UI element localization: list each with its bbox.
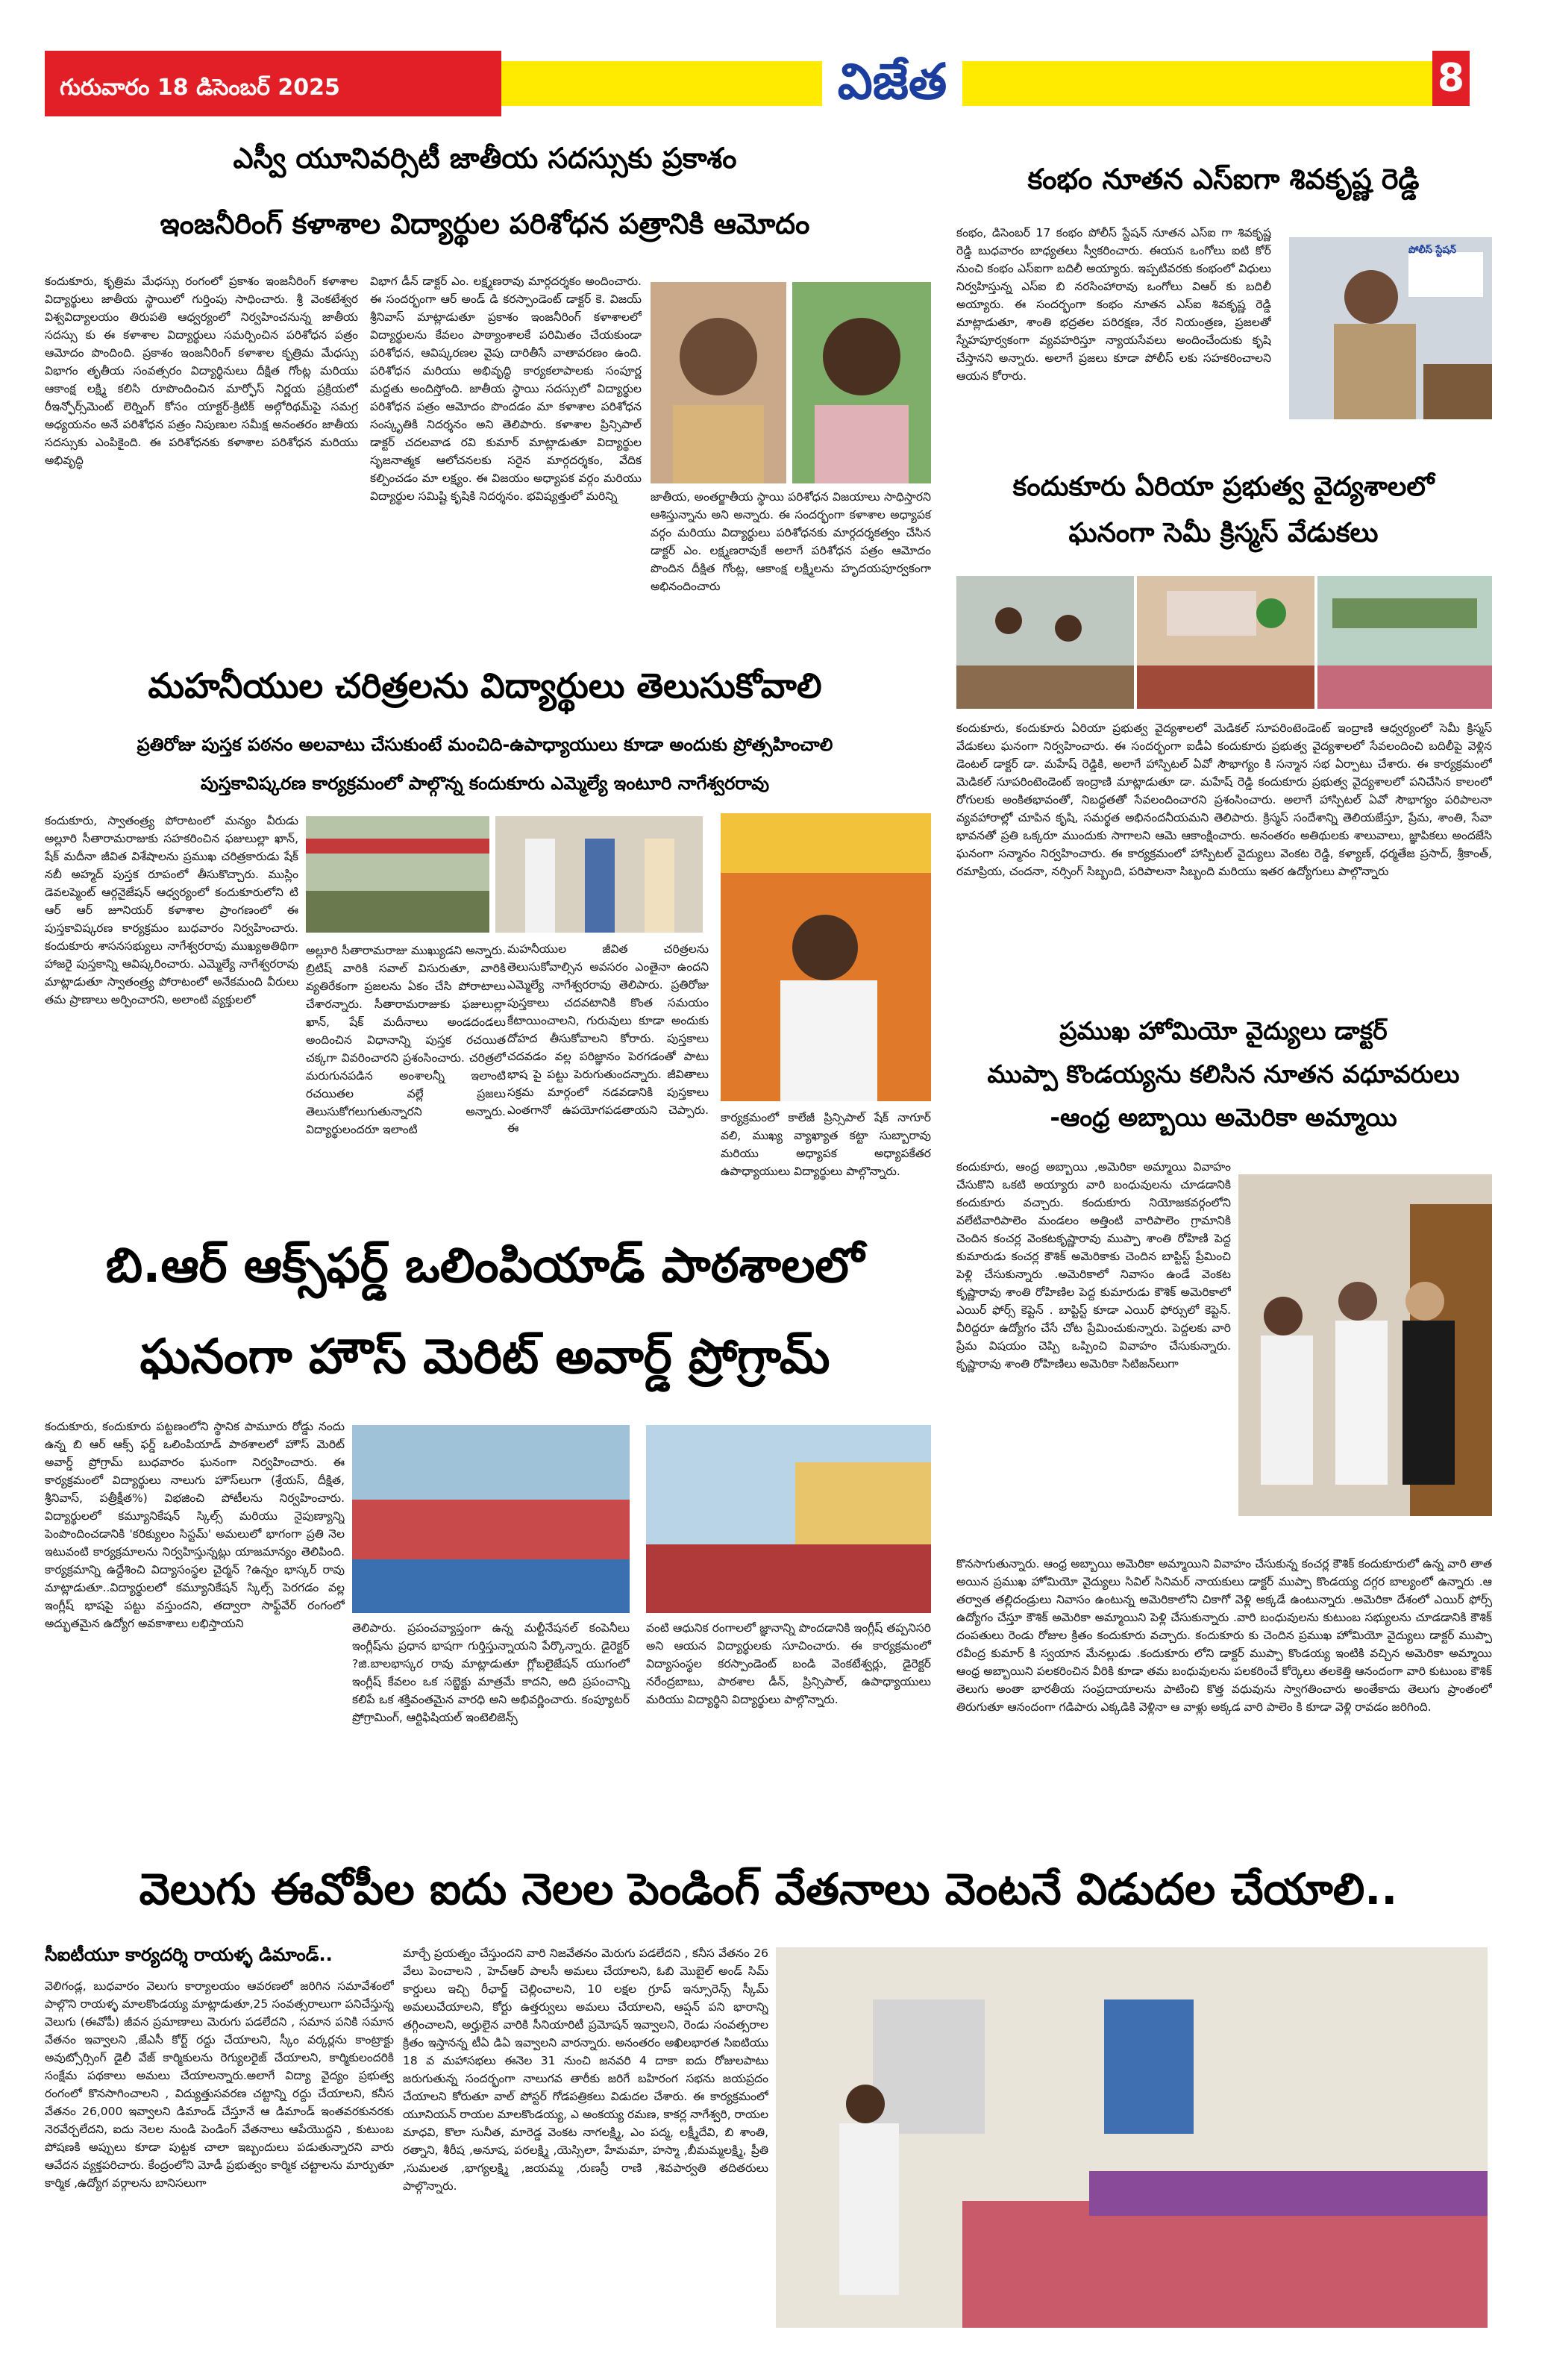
story5-photo-1 — [352, 1425, 630, 1613]
story6-headline-1: ప్రముఖ హోమియో వైద్యులు డాక్టర్ — [1059, 1016, 1388, 1045]
story3-headline-1: కందుకూరు ఏరియా ప్రభుత్వ వైద్యశాలలో — [1012, 472, 1435, 502]
story4-caption-1: మహనీయుల జీవిత చరిత్రలను తెలుసుకోవాల్సిన అవసరం ఎంతైనా ఉందని ఎమ్మెల్యే నాగేశ్వరరావు తెలిపారు. ప్రతిరోజు పుస్తకాలు చదవటానికి కొంత సమయం కేటాయించాలని, గురువులు కూడా అందుకు దోహద తీసుకోవాలని కోరారు. పుస్తకాలు చదవడం వల్ల పరిజ్ఞానం పెరగడంతో పాటు భాష పై పట్టు పెరుగుతుందన్నారు. జీవితాలు సక్రమ మార్గంలో నడవడానికి పుస్తకాలు ఎంతగానో ఉపయోగపడతాయని చెప్పారు. ఈ — [507, 942, 709, 1135]
story2-photo-sign: పోలీస్ స్టేషన్ — [1408, 245, 1456, 256]
story5-headline-2: ఘనంగా హౌస్ మెరిట్ అవార్డ్ ప్రోగ్రామ్ — [140, 1330, 830, 1385]
story4-photo-mla-speaking — [721, 813, 931, 1101]
story2-text: కంభం, డిసెంబర్ 17 కంభం పోలీస్ స్టేషన్ నూతన ఎస్ఐ గా శివకృష్ణ రెడ్డి బుధవారం బాధ్యతలు స్వీకరించారు. ఈయన ఒంగోలు ఐటి కోర్ నుంచి కంభం ఎస్ఐగా బదిలీ అయ్యారు. ఇప్పటివరకు కంభంలో విధులు నిర్వహిస్తున్న ఎస్ఐ బి నరసింహారావు ఒంగోలు విఆర్ కు బదిలీ అయ్యారు. ఈ సందర్భంగా కంభం నూతన ఎస్ఐ శివకృష్ణ రెడ్డి మాట్లాడుతూ, శాంతి భద్రతల పరిరక్షణ, నేర నియంత్రణ, ప్రజలతో స్నేహపూర్వకంగా వ్యవహరిస్తూ న్యాయసేవలు అందించేందుకు కృషి చేస్తానని అన్నారు. అలాగే ప్రజలు కూడా పోలీస్ లకు సహకరించాలని ఆయన కోరారు. — [956, 226, 1271, 383]
story4-photo-1 — [306, 816, 489, 933]
story4-column-2: అల్లూరి సీతారామరాజు ముఖ్యుడని అన్నారు. బ్రిటిష్ వారికి సవాల్ విసురుతూ, వారికి వ్యతిరేకంగా ప్రజలను ఏకం చేసి పోరాటాలు చేశారన్నారు. సీతారామరాజుకు ఫజులుల్లా ఖాన్, షేక్ మదీనాలు అండదండలు అందించిన విధానాన్ని పుస్తక రచయిత చక్కగా వివరించారని ప్రశంసించారు. చరిత్రలో మరుగునపడిన అంశాలన్నీ ఇలాంటి రచయితల వల్లే ప్రజలు తెలుసుకోగలుగుతున్నారని అన్నారు. విద్యార్థులందరూ ఇలాంటి — [306, 944, 506, 1136]
story7-photo-meeting — [776, 1947, 1488, 2328]
story7-column-1: వెలిగండ్ల, బుధవారం వెలుగు కార్యాలయం ఆవరణలో జరిగిన సమావేశంలో పాల్గొని రాయళ్ళ మాలకొండయ్య మాట్లాడుతూ,25 సంవత్సరాలుగా పనిచేస్తున్న వెలుగు (ఈవోపీ) జీవన ప్రమాణాలు మెరుగు పడలేదని , సమాన పనికి సమాన వేతనం ఇవ్వాలని ,జేఎసీ కోర్ట్ రద్దు చేయాలని, స్కీం వర్కర్లను కాంట్రాక్టు అవుట్సోర్సింగ్ డైలీ వేజ్ కార్మికులను రెగ్యులరైజ్ చేయాలని, కార్మికులందరికి సంక్షేమ పథకాలు అమలు చేయాలన్నారు.అలాగే విద్యా వైద్యం ప్రభుత్వ రంగంలో కొనసాగించాలని , విద్యుత్తుసవరణ చట్టాన్ని రద్దు చేయాలని, కనీస వేతనం 26,000 ఇవ్వాలని డిమాండ్ చేస్తూనే ఆ డిమాండ్ ఇంతవరకునరకు నెరవేర్చలేదని, ఐదు నెలల నుండి పెండింగ్ వేతనాలు ఆపేయొద్దని , కుటుంబ పోషణకి అప్పులు కూడా పుట్టక చాలా ఇబ్బందులు పడుతున్నారని వారు ఆవేదన వ్యక్తపరిచారు. కేంద్రంలోని మోడీ ప్రభుత్వం కార్మిక చట్టాలను మార్పుతూ కార్మిక ,ఉద్యోగ వర్గాలను బానిసలుగా — [45, 1979, 394, 2190]
story5-column-1: కందుకూరు, కందుకూరు పట్టణంలోని స్థానిక పామూరు రోడ్డు నందు ఉన్న బి ఆర్ ఆక్స్ ఫర్డ్ ఒలింపియాడ్ పాఠశాలలో హౌస్ మెరిట్ అవార్డ్ ప్రోగ్రామ్ బుధవారం ఘనంగా నిర్వహించారు. ఈ కార్యక్రమంలో విద్యార్థులు నాలుగు హౌస్‌లుగా (శ్రేయస్, దీక్షిత, శ్రీనివాస్, పత్రీక్షీత%) విభజించి పోటీలను నిర్వహించారు. విద్యార్థులలో కమ్యూనికేషన్ స్కిల్స్ మరియు నైపుణ్యాన్ని పెంపొందించడానికి 'కరిక్యులం సిస్టమ్' అమలులో భాగంగా ప్రతి నెల ఇటువంటి కార్యక్రమాలను నిర్వహిస్తున్నట్లు యాజమాన్యం తెలిపింది. కార్యక్రమాన్ని ఉద్దేశించి విద్యాసంస్థల చైర్మన్ ?ఉన్నం భాస్కర్ రావు మాట్లాడుతూ..విద్యార్థులలో కమ్యూనికేషన్ స్కిల్స్ పెరగడం వల్ల ఇంగ్లీష్ భాషపై పట్టు వస్తుందని, తద్వారా సాఫ్ట్‌వేర్ రంగంలో అద్భుతమైన ఉద్యోగ అవకాశాలు లభిస్తాయని — [45, 1420, 345, 1630]
story3-photo-2 — [1137, 576, 1314, 709]
masthead-yellow-band-left — [501, 61, 822, 106]
story3-headline-2: ఘనంగా సెమీ క్రిస్మస్ వేడుకలు — [1068, 518, 1379, 548]
page-number: 8 — [1432, 51, 1470, 106]
story1-caption: జాతీయ, అంతర్జాతీయ స్థాయి పరిశోధన విజయాలు సాధిస్తారని ఆశిస్తున్నాను అని అన్నారు. ఈ సందర్భంగా కళాశాల అధ్యాపక వర్గం మరియు విద్యార్థులు పరిశోధనకు మార్గదర్శకత్వం చేసిన డాక్టర్ ఎం. లక్ష్మణరావుకే అలాగే పరిశోధన పత్రం ఆమోదం పొందిన దీక్షిత గోంట్ల, ఆకాంక్ష లక్ష్మిలను హృదయపూర్వకంగా అభినందించారు — [651, 490, 931, 593]
story1-headline-1: ఎస్వీ యూనివర్సిటీ జాతీయ సదస్సుకు ప్రకాశం — [233, 142, 737, 175]
story6-photo-couple — [1238, 1174, 1492, 1516]
masthead-yellow-band — [962, 61, 1432, 106]
story4-subheading-2: పుస్తకావిష్కరణ కార్యక్రమంలో పాల్గొన్న కందుకూరు ఎమ్మెల్యే ఇంటూరి నాగేశ్వరరావు — [200, 773, 770, 794]
story6-column-1: కందుకూరు, ఆంధ్ర అబ్బాయి ,అమెరికా అమ్మాయి వివాహం చేసుకొని ఒకటి అయ్యారు వారి బంధువులను చూడడానికి కందుకూరు వచ్చారు. కందుకూరు నియోజకవర్గంలోని వలేటివారిపాలెం మండలం అత్తింటి వారిపాలెం గ్రామానికి చెందిన కంచర్ల వెంకటకృష్ణారావు ముప్పా శాంతి రోహిణి పెద్ద కుమారుడు కంచర్ల కౌశిక్ అమెరికాకు చెందిన బాప్టిస్ట్ ప్రేమించి పెళ్లి చేసుకున్నారు .అమెరికాలో నివాసం ఉండే వెంకట కృష్ణారావు శాంతి రోహిణిల పెద్ద కుమారుడు కౌశిక్ అమెరికాలో ఎయిర్ ఫోర్స్ కెప్టెన్ . బాప్టిస్ట్ కూడా ఎయిర్ ఫోర్సులో కెప్టెన్. వీరిద్దరూ ఉద్యోగం చేసే చోట ప్రేమించుకున్నారు. పెద్దలకు వారి ప్రేమ విషయం చెప్పి ఒప్పించి వివాహం చేసుకున్నారు. కృష్ణారావు శాంతి రోహిణిలు అమెరికా సిటిజన్‌లుగా — [956, 1160, 1231, 1371]
story5-headline-1: బి.ఆర్ ఆక్స్‌ఫర్డ్ ఒలింపియాడ్ పాఠశాలలో — [105, 1238, 865, 1294]
story5-photo-2 — [646, 1425, 931, 1613]
story6-column-2: కొనసాగుతున్నారు. ఆంధ్ర అబ్బాయి అమెరికా అమ్మాయిని వివాహం చేసుకున్న కంచర్ల కౌశిక్ కందుకూరులో ఉన్న వారి తాత అయిన ప్రముఖ హోమియో వైద్యులు సివిల్ సినిమర్ నాయకులు డాక్టర్ ముప్పా కొండయ్య దగ్గర బాల్యంలో ఉన్నారు .ఆ తర్వాత తల్లిదండ్రులు నివాసం ఉంటున్న అమెరికాలోని చికాగో వెళ్లి అక్కడే ఉంటున్నారు .అమెరికా దేశంలో ఎయిర్ ఫోర్స్ ఉద్యోగం చేస్తూ కౌశిక్ అమెరికా అమ్మాయిని పెళ్లి చేసుకున్నారు .వారి బంధువులను కుటుంబ సభ్యులను చూడడానికి కౌశిక్ దంపతులు రెండు రోజుల క్రితం కందుకూరు వచ్చారు. కందుకూరు కు చెందిన ప్రముఖ హోమియో వైద్యులు డాక్టర్ ముప్పా రవీంద్ర కుమార్ కి స్వయాన మేనల్లుడు .కందుకూరు లోని డాక్టర్ ముప్పా కొండయ్య ఇంటికి వచ్చిన అమెరికా అమ్మాయి ఆంధ్ర అబ్బాయిని పలకరించిన వీరికి కూడా తమ బంధువులను పలకరించే కోర్కెలు తలకెత్తి ఆనందంగా వారి కుటుంబ కౌశిక్ తెలుగు అంతా భారతీయ సంప్రదాయాలను పాటించి కొత్త వధువును స్వాగతించారు అంతేకాదు తెలుగు ప్రాంతంలో తిరుగుతూ ఆనందంగా గడిపారు ఎక్కడికి వెళ్లినా ఆ వాళ్లు అక్కడ వారి పాలెం కి కూడా వెళ్లి రావడం జరిగింది. — [956, 1557, 1492, 1714]
story4-caption-2: కార్యక్రమంలో కాలేజీ ప్రిన్సిపాల్ షేక్ నాగూర్ వలి, ముఖ్య వ్యాఖ్యాత కట్టా సుబ్బారావు మరియు అధ్యాపక అధ్యాపకేతర ఉపాధ్యాయులు విద్యార్థులు పాల్గొన్నారు. — [721, 1111, 931, 1178]
story1-column-1: కందుకూరు, కృత్రిమ మేధస్సు రంగంలో ప్రకాశం ఇంజనీరింగ్ కళాశాల విద్యార్థులు జాతీయ స్థాయిలో గుర్తింపు సాధించారు. శ్రీ వెంకటేశ్వర విశ్వవిద్యాలయం తిరుపతి ఆధ్వర్యంలో నిర్వహించనున్న జాతీయ సదస్సు కు ఈ కళాశాల విద్యార్థులు సమర్పించిన పరిశోధన పత్రం ఆమోదం పొందింది. ప్రకాశం ఇంజనీరింగ్ కళాశాల కృత్రిమ మేధస్సు విభాగం తృతీయ సంవత్సరం విద్యార్థినులు దీక్షిత గోంట్ల మరియు ఆకాంక్ష లక్ష్మి కలిసి రూపొందించిన మార్ఫోస్ నిర్ణయ ప్రక్రియలో రీఇన్ఫోర్స్‌మెంట్ లెర్నింగ్ కోసం యాక్టర్-క్రిటిక్ అల్గోరిథమ్‌పై సమగ్ర అధ్యయనం అనే పరిశోధన పత్రం నిపుణుల సమీక్ష అనంతరం జాతీయ సదస్సుకు ఎంపికైంది. ఈ పరిశోధనకు కళాశాల పరిశోధన మరియు అభివృద్ధి — [45, 275, 358, 467]
story5-caption-1: తెలిపారు. ప్రపంచవ్యాప్తంగా ఉన్న మల్టీనేషనల్ కంపెనీలు ఇంగ్లీష్‌ను ప్రధాన భాషగా గుర్తిస్తున్నాయని పేర్కొన్నారు. డైరెక్టర్ ?జి.బాలభాస్కర రావు మాట్లాడుతూ గ్లోబలైజేషన్ యుగంలో ఇంగ్లీష్ కేవలం ఒక సబ్జెక్టు మాత్రమే కాదని, అది ప్రపంచాన్ని కలిపే ఒక శక్తివంతమైన వారధి అని అభివర్ణించారు. కంప్యూటర్ ప్రోగ్రామింగ్, ఆర్టిఫిషియల్ ఇంటెలిజెన్స్ — [352, 1621, 630, 1724]
story4-column-1: కందుకూరు, స్వాతంత్ర్య పోరాటంలో మన్యం వీరుడు అల్లూరి సీతారామరాజుకు సహకరించిన ఫజులుల్లా ఖాన్, షేక్ మదీనా జీవిత విశేషాలను ప్రముఖ చరిత్రకారుడు షేక్ నబీ అహ్మద్ పుస్తక రూపంలో తీసుకొచ్చారు. ముస్లిం డెవలప్మెంట్ ఆర్గనైజేషన్ ఆధ్వర్యంలో కందుకూరులోని టి ఆర్ ఆర్ జూనియర్ కళాశాల ప్రాంగణంలో ఈ పుస్తకావిష్కరణ కార్యక్రమం బుధవారం నిర్వహించారు. కందుకూరు శాసనసభ్యులు నాగేశ్వరరావు ముఖ్యఅతిథిగా హాజరై పుస్తకాన్ని ఆవిష్కరించారు. ఎమ్మెల్యే నాగేశ్వరరావు మాట్లాడుతూ స్వాతంత్ర్య పోరాటంలో అనేకమంది వీరులు తమ ప్రాణాలు అర్పించారని, అలాంటి వ్యక్తులలో — [45, 814, 298, 1006]
story2-headline: కంభం నూతన ఎస్ఐగా శివకృష్ణ రెడ్డి — [1027, 163, 1420, 195]
story1-photo-student-1 — [651, 282, 786, 483]
story7-subheading: సీఐటీయూ కార్యదర్శి రాయళ్ళ డిమాండ్.. — [45, 1944, 333, 1965]
logo-title: విజేత — [837, 53, 947, 110]
story1-photo-student-2 — [792, 282, 931, 483]
story7-column-2: మార్చే ప్రయత్నం చేస్తుందని వారి నిజవేతనం మెరుగు పడలేదని , కనీస వేతనం 26 వేలు పెంచాలని , హెచ్ఆర్ పాలసీ అమలు చేయాలని, ఓబి మొబైల్ అండ్ సిమ్ కార్డులు ఇచ్చి రీఛార్జ్ చెల్లించాలని, 10 లక్షల గ్రూప్ ఇన్సూరెన్స్ స్కీమ్ అమలుచేయాలని, కోర్టు ఉత్తర్వులు అమలు చేయాలని, ఆప్షన్ పని భారాన్ని తగ్గించాలని, అర్హులైన వారికి సీనియారిటీ ప్రమోషన్ ఇవ్వాలని, రెండు సంవత్సరాల క్రితం ఇస్తానన్న టీఏ డిఏ ఇవ్వాలని వారన్నారు. అనంతరం అఖిలభారత సిఐటియు 18 వ మహాసభలు ఈనెల 31 నుంచి జనవరి 4 దాకా ఐదు రోజులపాటు జరుగుతున్న సందర్భంగా నాలుగవ తారీకు జరిగే బహిరంగ సభను జయప్రదం చేయాలని కోరుతూ వాల్ పోస్టర్ గోడపత్రికలు విడుదల చేశారు. ఈ కార్యక్రమంలో యూనియన్ రాయల మాలకొండయ్య, ఎ అంకయ్య రమణ, కాకర్ల నాగేశ్వరి, రాయల మాధవి, కొలా సునీత, మారెడ్డ వెంకట నాగలక్ష్మి, ఎం పద్మ, లక్ష్మీదేవి, బి శాంతి, రత్నాని, శీరీష ,అనూష, పరలక్ష్మి ,యెస్సిలా, హేమమా, హస్మా ,బీమమ్మలక్ష్మి, ప్రీతి ,సుమలత ,భాగ్యలక్ష్మి ,జయమ్మ ,రుణస్రీ రాణి ,శివపార్వతి తదితరులు పాల్గొన్నారు. — [403, 1947, 768, 2193]
story4-headline: మహనీయుల చరిత్రలను విద్యార్థులు తెలుసుకోవాలి — [148, 666, 822, 706]
issue-date: గురువారం 18 డిసెంబర్ 2025 — [60, 75, 340, 101]
story3-text: కందుకూరు, కందుకూరు ఏరియా ప్రభుత్వ వైద్యశాలలో మెడికల్ సూపరింటెండెంట్ ఇంద్రాణి ఆధ్వర్యంలో సెమీ క్రిస్మస్ వేడుకలు ఘనంగా నిర్వహించారు. ఈ సందర్భంగా ఐడీఏ కందుకూరు ప్రభుత్వ వైద్యశాలలో సేవలందించి బదిలీపై వెళ్లిన డెంటల్ డాక్టర్ డా. మహేష్ రెడ్డికి, అలాగే హాస్పిటల్ ఏవో సౌభాగ్యం కి సన్మాన సభ ఏర్పాటు చేశారు. ఈ కార్యక్రమంలో మెడికల్ సూపరింటెండెంట్ ఇంద్రాణి మాట్లాడుతూ డా. మహేష్ రెడ్డి కందుకూరు ప్రభుత్వ వైద్యశాలలో పనిచేసిన కాలంలో రోగులకు అంకితభావంతో, నిబద్ధతతో సేవలందించారని ప్రశంసించారు. అలాగే హాస్పిటల్ ఏవో సౌభాగ్యం పరిపాలనా వ్యవహారాల్లో చూపిన కృషి, సమర్థత అభినందనీయమని తెలిపారు. క్రిస్మస్ సందేశాన్ని తెలియజేస్తూ, ప్రేమ, శాంతి, సేవా భావనతో ప్రతి ఒక్కరూ ముందుకు సాగాలని ఆమె ఆకాంక్షించారు. అనంతరం అతిథులకు శాలువాలు, జ్ఞాపికలు అందజేసి ఘనంగా సన్మానం నిర్వహించారు. ఈ కార్యక్రమంలో హాస్పిటల్ వైద్యులు వెంకట రెడ్డి, కళ్యాణ్, ధర్మతేజ ప్రసాద్, శ్రీకాంత్, రమాప్రియ, చందనా, నర్సింగ్ సిబ్బంది, పరిపాలనా సిబ్బంది మరియు ఇతర ఉద్యోగులు పాల్గొన్నారు — [956, 721, 1492, 878]
story3-photo-3 — [1317, 576, 1492, 709]
story4-photo-2 — [495, 816, 703, 933]
story2-photo-officer — [1289, 237, 1492, 419]
story3-photo-1 — [956, 576, 1134, 709]
story7-headline: వెలుగు ఈవోపీల ఐదు నెలల పెండింగ్ వేతనాలు వెంటనే విడుదల చేయాలి.. — [139, 1864, 1398, 1914]
story5-caption-2: వంటి ఆధునిక రంగాలలో జ్ఞానాన్ని పొందడానికి ఇంగ్లీష్ తప్పనిసరి అని ఆయన విద్యార్థులకు సూచించారు. ఈ కార్యక్రమంలో విద్యాసంస్థల కరస్పాండెంట్ బండి వెంకటేశ్వర్లు, డైరెక్టర్ నరేంద్రబాబు, పాఠశాల డీన్, ప్రిన్సిపాల్, ఉపాధ్యాయులు మరియు విద్యార్థిని విద్యార్థులు పాల్గొన్నారు. — [646, 1621, 931, 1706]
story1-headline-2: ఇంజనీరింగ్ కళాశాల విద్యార్థుల పరిశోధన పత్రానికి ఆమోదం — [160, 207, 810, 240]
story1-column-2: విభాగ డీన్ డాక్టర్ ఎం. లక్ష్మణరావు మార్గదర్శకం అందించారు. ఈ సందర్భంగా ఆర్ అండ్ డి కరస్పాండెంట్ డాక్టర్ కె. విజయ్ శ్రీనివాస్ మాట్లాడుతూ ప్రకాశం ఇంజనీరింగ్ కళాశాలలో విద్యార్థులను కేవలం పాఠ్యాంశాలకే పరిమితం చేయకుండా పరిశోధన, ఆవిష్కరణల వైపు దారితీసే వాతావరణం ఉంది. పరిశోధన మరియు అభివృద్ధి కార్యకలాపాలకు సంపూర్ణ మద్దతు అందిస్తోంది. జాతీయ స్థాయి సదస్సులో విద్యార్థుల పరిశోధన పత్రం ఆమోదం పొందడం మా కళాశాల పరిశోధన సంస్కృతికి నిదర్శనం అని తెలిపారు. కళాశాల ప్రిన్సిపాల్ డాక్టర్ చదలవాడ రవి కుమార్ మాట్లాడుతూ విద్యార్థుల సృజనాత్మక ఆలోచనలకు సరైన మార్గదర్శకం, వేదిక కల్పించడం మా లక్ష్యం. ఈ విజయం అధ్యాపక వర్గం మరియు విద్యార్థుల సమిష్టి కృషికి నిదర్శనం. భవిష్యత్తులో మరిన్ని — [370, 275, 642, 503]
story4-subheading-1: ప్రతిరోజు పుస్తక పఠనం అలవాటు చేసుకుంటే మంచిది-ఉపాధ్యాయులు కూడా అందుకు ప్రోత్సహించాలి — [137, 734, 833, 755]
story6-headline-3: -ఆంధ్ర అబ్బాయి అమెరికా అమ్మాయి — [1050, 1103, 1397, 1132]
newspaper-logo — [822, 52, 962, 121]
story6-headline-2: ముప్పా కొండయ్యను కలిసిన నూతన వధూవరులు — [987, 1059, 1460, 1089]
